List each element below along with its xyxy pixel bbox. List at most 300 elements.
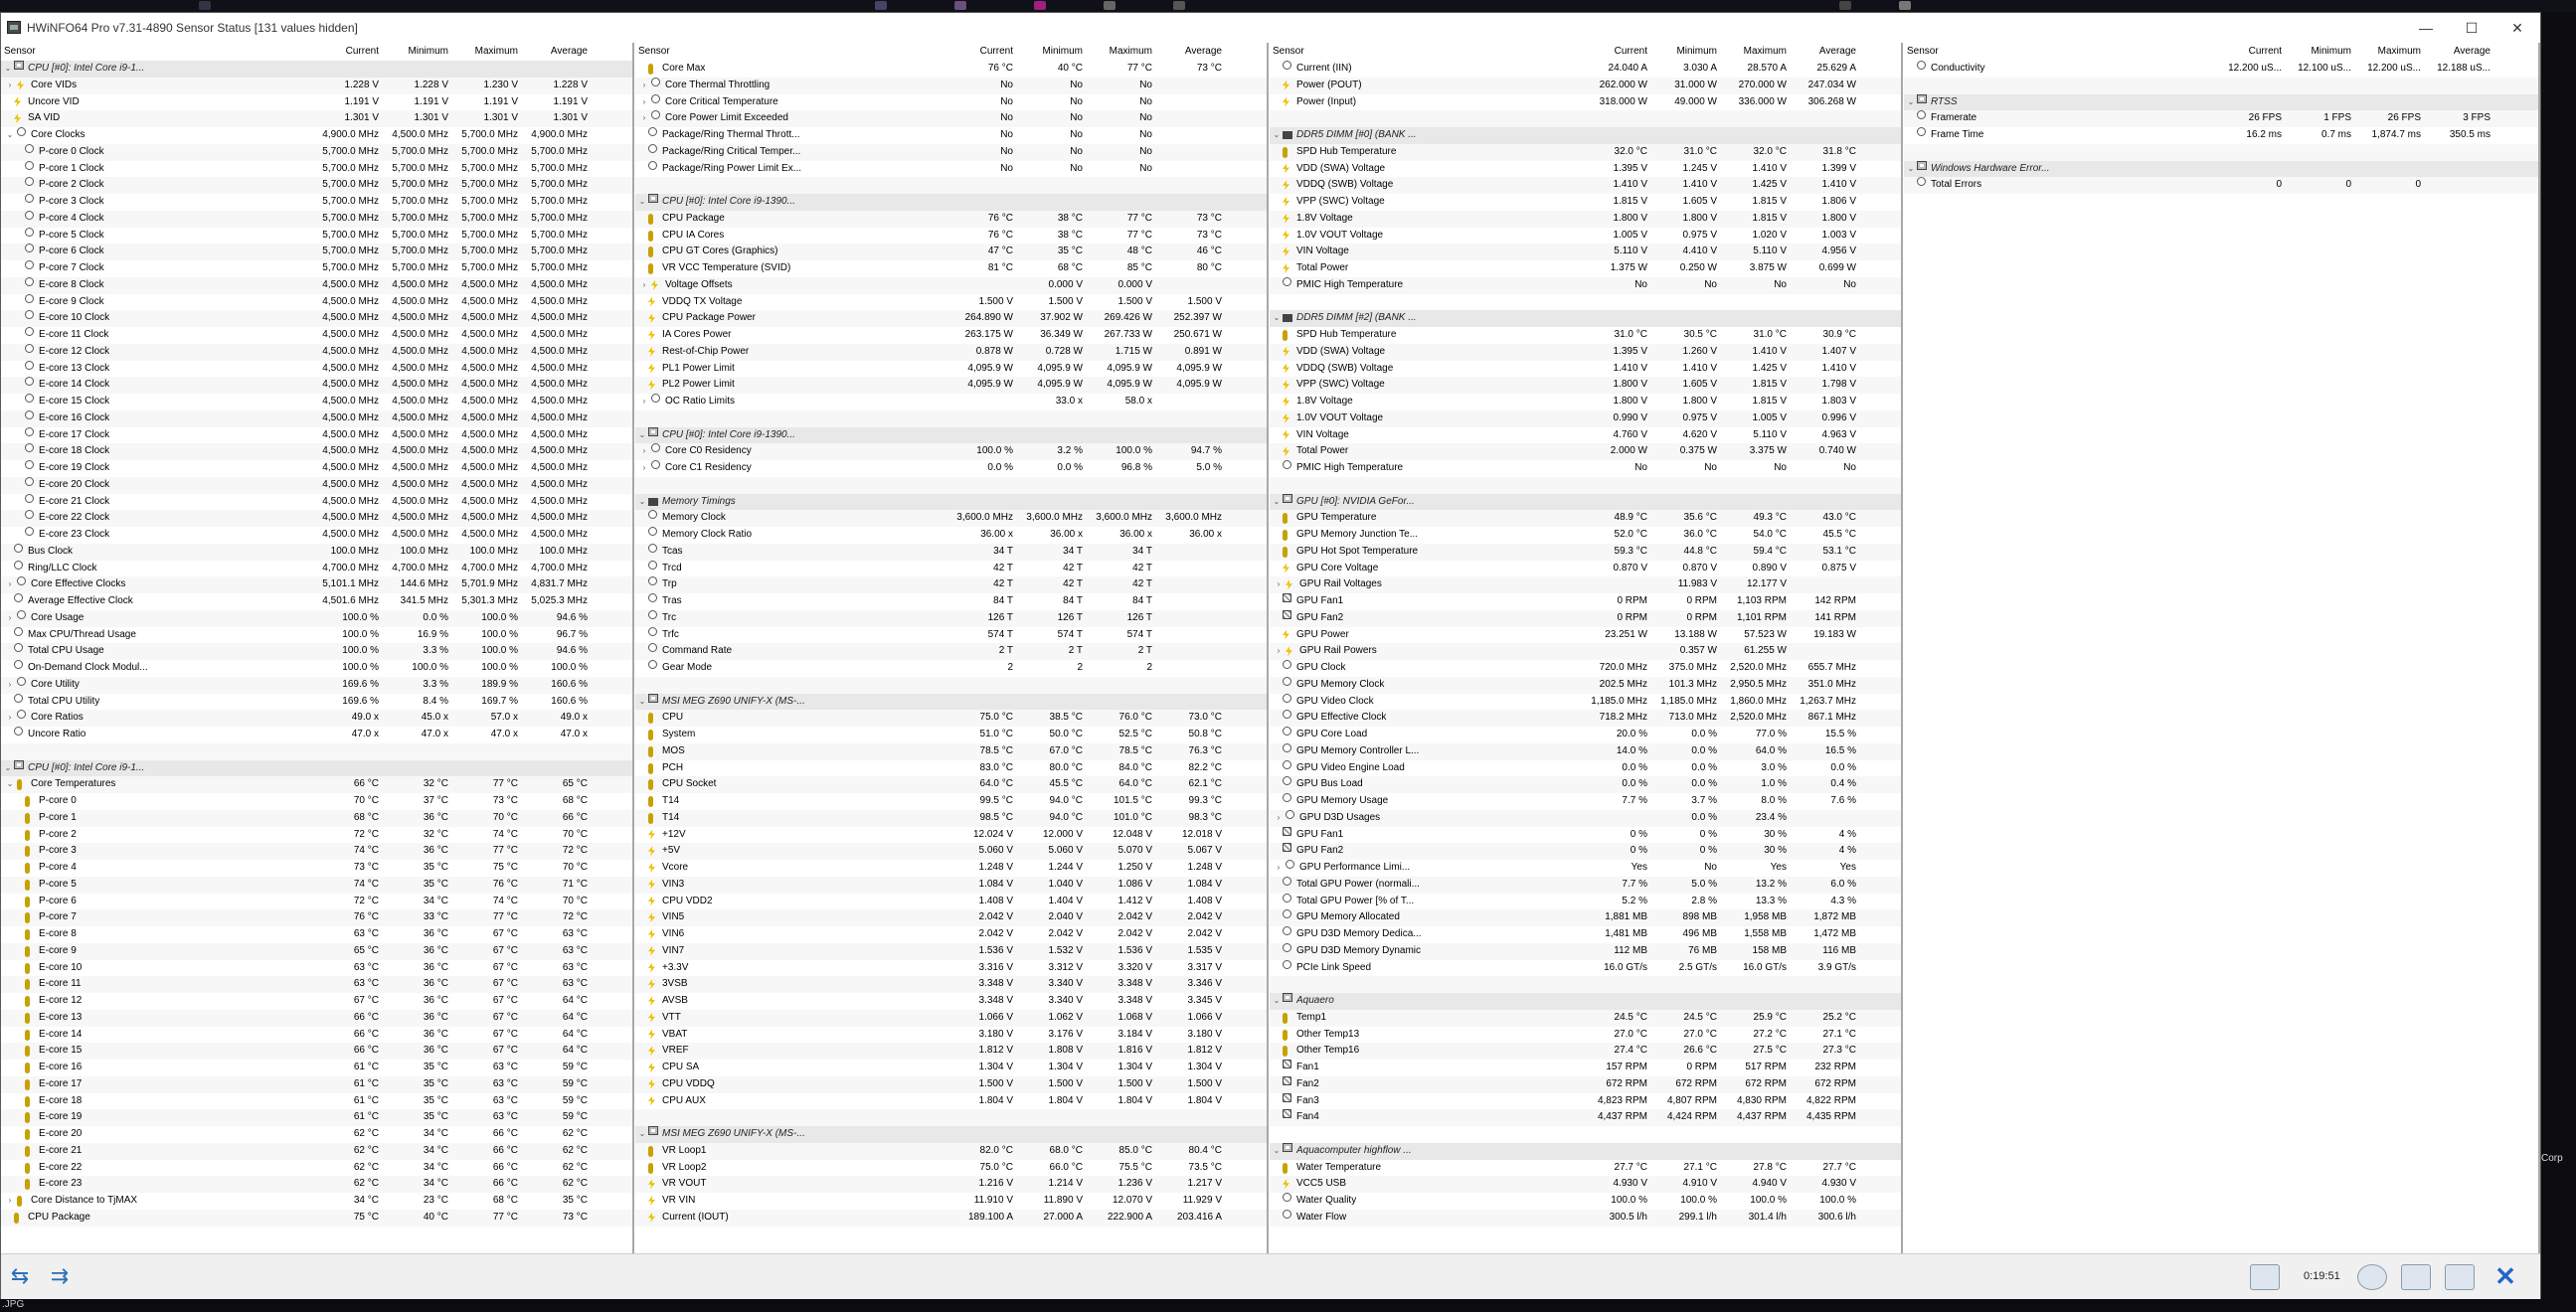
sensor-row[interactable] — [635, 860, 1267, 877]
sensor-row[interactable] — [1270, 1109, 1901, 1126]
column-header-sensor[interactable]: Sensor — [638, 46, 670, 57]
sensor-row[interactable] — [1, 394, 632, 410]
sensor-row[interactable] — [1904, 177, 2538, 194]
sensor-row[interactable] — [1, 1027, 632, 1044]
sensor-group-header[interactable] — [1904, 161, 2538, 178]
sensor-row[interactable] — [1270, 244, 1901, 260]
chevron-right-icon[interactable]: › — [642, 397, 646, 406]
sensor-group-header[interactable] — [1, 61, 632, 78]
sensor-row[interactable] — [1904, 127, 2538, 144]
sensor-row[interactable] — [1, 228, 632, 245]
sensor-row[interactable] — [1270, 860, 1901, 877]
chevron-down-icon[interactable]: ⌄ — [638, 429, 646, 439]
maximum-value: 1,101 RPM — [1736, 611, 1787, 623]
average-value: 4,700.0 MHz — [531, 562, 588, 574]
sensor-group-header[interactable] — [635, 194, 1267, 211]
chevron-right-icon[interactable]: › — [1277, 863, 1281, 872]
sensor-row[interactable] — [1, 643, 632, 660]
sensor-row[interactable] — [635, 1210, 1267, 1227]
sensor-row[interactable] — [635, 1027, 1267, 1044]
sensor-row[interactable] — [1270, 544, 1901, 561]
sensor-row[interactable] — [1270, 510, 1901, 527]
column-header-minimum[interactable]: Minimum — [1676, 46, 1717, 57]
close-sensors-icon[interactable]: ✕ — [2494, 1261, 2516, 1291]
sensor-row[interactable] — [635, 843, 1267, 860]
sensor-row[interactable] — [635, 1010, 1267, 1027]
maximum-value: 3.375 W — [1749, 445, 1787, 457]
sensor-row[interactable] — [1, 926, 632, 943]
tray-icon[interactable] — [1104, 1, 1116, 10]
arrow-left-icon[interactable]: ⇆ — [10, 1263, 30, 1288]
column-header-average[interactable]: Average — [1818, 46, 1856, 57]
sensor-name: E-core 21 — [39, 1144, 83, 1156]
average-value: 50.8 °C — [1188, 729, 1222, 739]
sensor-row[interactable] — [1270, 810, 1901, 827]
sensor-row[interactable] — [1, 177, 632, 194]
sensor-row[interactable] — [1270, 327, 1901, 344]
sensor-row[interactable] — [1270, 377, 1901, 394]
sensor-row[interactable] — [1, 110, 632, 127]
sensor-row[interactable] — [635, 327, 1267, 344]
sensor-row[interactable] — [1, 78, 632, 94]
sensor-row[interactable] — [1, 610, 632, 627]
voltage-icon — [1286, 579, 1292, 589]
sensor-row[interactable] — [635, 960, 1267, 977]
sensor-row[interactable] — [1270, 877, 1901, 894]
sensor-row[interactable] — [1, 909, 632, 926]
sensor-row[interactable] — [635, 144, 1267, 161]
report-icon[interactable] — [2401, 1264, 2431, 1290]
sensor-row[interactable] — [1, 894, 632, 910]
sensor-row[interactable] — [1270, 1043, 1901, 1060]
sensor-row[interactable] — [1270, 228, 1901, 245]
arrow-right-icon[interactable]: ⇉ — [50, 1263, 70, 1288]
sensor-row[interactable] — [635, 211, 1267, 228]
sensor-row[interactable] — [1270, 177, 1901, 194]
sensor-row[interactable] — [1270, 827, 1901, 844]
chevron-down-icon[interactable]: ⌄ — [4, 762, 12, 772]
sensor-row[interactable] — [635, 943, 1267, 960]
chevron-right-icon[interactable]: › — [1277, 646, 1281, 656]
sensor-row[interactable] — [1, 1043, 632, 1060]
sensor-row[interactable] — [1, 1093, 632, 1110]
chevron-right-icon[interactable]: › — [642, 96, 646, 106]
current-value: 2.000 W — [1610, 445, 1647, 457]
sensor-row[interactable] — [1270, 1193, 1901, 1210]
sensor-row[interactable] — [635, 527, 1267, 544]
sensor-row[interactable] — [1270, 361, 1901, 378]
maximize-button[interactable]: ☐ — [2465, 20, 2479, 36]
sensor-row[interactable] — [1, 843, 632, 860]
sensor-row[interactable] — [1, 677, 632, 694]
sensor-row[interactable] — [1270, 443, 1901, 460]
sensor-row[interactable] — [1, 710, 632, 727]
sensor-row[interactable] — [1270, 144, 1901, 161]
current-value: 7.7 % — [1622, 795, 1647, 806]
sensor-row[interactable] — [1, 793, 632, 810]
tray-icon[interactable] — [1173, 1, 1185, 10]
column-header-minimum[interactable]: Minimum — [2311, 46, 2351, 57]
close-button[interactable]: ✕ — [2511, 20, 2523, 36]
sensor-group-header[interactable] — [1270, 1143, 1901, 1160]
chevron-down-icon[interactable]: ⌄ — [1273, 130, 1281, 139]
sensor-group-header[interactable] — [1904, 94, 2538, 111]
sensor-row[interactable] — [635, 827, 1267, 844]
sensor-row[interactable] — [1, 244, 632, 260]
chevron-down-icon[interactable]: ⌄ — [638, 197, 646, 206]
sensor-row[interactable] — [1, 593, 632, 610]
sensor-group-header[interactable] — [1270, 993, 1901, 1010]
sensor-row[interactable] — [1270, 576, 1901, 593]
sensor-row[interactable] — [1, 161, 632, 178]
sensor-row[interactable] — [1, 1160, 632, 1177]
chevron-down-icon[interactable]: ⌄ — [1273, 496, 1281, 506]
chevron-down-icon[interactable]: ⌄ — [6, 779, 14, 789]
sensor-row[interactable] — [1270, 1160, 1901, 1177]
sensor-row[interactable] — [1270, 843, 1901, 860]
sensor-row[interactable] — [635, 61, 1267, 78]
sensor-row[interactable] — [1, 460, 632, 477]
sensor-row[interactable] — [1, 943, 632, 960]
sensor-row[interactable] — [1270, 643, 1901, 660]
column-header-current[interactable]: Current — [2248, 46, 2282, 57]
chevron-right-icon[interactable]: › — [1277, 812, 1281, 822]
minimum-value: 1.410 V — [1682, 179, 1717, 191]
sensor-group-header[interactable] — [635, 694, 1267, 711]
chevron-down-icon[interactable]: ⌄ — [1907, 96, 1915, 106]
chevron-down-icon[interactable]: ⌄ — [1907, 163, 1915, 173]
sensor-row[interactable] — [635, 710, 1267, 727]
sensor-row[interactable] — [635, 1160, 1267, 1177]
sensor-row[interactable] — [1270, 727, 1901, 743]
sensor-row[interactable] — [1, 1176, 632, 1193]
sensor-row[interactable] — [1, 211, 632, 228]
sensor-row[interactable] — [1, 1076, 632, 1093]
sensor-row[interactable] — [1, 344, 632, 361]
chevron-right-icon[interactable]: › — [1277, 579, 1281, 589]
sensor-group-header[interactable] — [635, 494, 1267, 511]
sensor-row[interactable] — [635, 1060, 1267, 1076]
sensor-row[interactable] — [1, 660, 632, 677]
current-value: 74 °C — [353, 845, 379, 857]
sensor-row[interactable] — [1270, 660, 1901, 677]
sensor-row[interactable] — [1, 694, 632, 711]
sensor-row[interactable] — [1270, 211, 1901, 228]
sensor-row[interactable] — [1, 427, 632, 444]
chevron-down-icon[interactable]: ⌄ — [1273, 313, 1281, 323]
power-icon — [1283, 263, 1289, 273]
sensor-row[interactable] — [1, 294, 632, 311]
chevron-right-icon[interactable]: › — [642, 113, 646, 123]
sensor-row[interactable] — [635, 294, 1267, 311]
chevron-right-icon[interactable]: › — [642, 80, 646, 89]
sensor-row[interactable] — [635, 110, 1267, 127]
sensor-row[interactable] — [1270, 427, 1901, 444]
sensor-row[interactable] — [635, 877, 1267, 894]
sensor-row[interactable] — [635, 1176, 1267, 1193]
sensor-row[interactable] — [635, 643, 1267, 660]
clock-icon[interactable] — [2357, 1264, 2387, 1290]
sensor-row[interactable] — [1270, 760, 1901, 777]
sensor-row[interactable] — [1, 1193, 632, 1210]
tray-icon[interactable] — [1839, 1, 1851, 10]
sensor-row[interactable] — [1, 960, 632, 977]
sensor-row[interactable] — [1270, 627, 1901, 644]
sensor-row[interactable] — [1, 877, 632, 894]
sensor-row[interactable] — [1270, 694, 1901, 711]
sensor-row[interactable] — [635, 593, 1267, 610]
sensor-row[interactable] — [1, 1126, 632, 1143]
sensor-row[interactable] — [1270, 943, 1901, 960]
sensor-row[interactable] — [1270, 793, 1901, 810]
sensor-row[interactable] — [1270, 344, 1901, 361]
sensor-row[interactable] — [1, 260, 632, 277]
settings-icon[interactable] — [2445, 1264, 2475, 1290]
sensor-row[interactable] — [635, 561, 1267, 577]
chevron-right-icon[interactable]: › — [8, 679, 12, 689]
sensor-row[interactable] — [635, 1076, 1267, 1093]
sensor-row[interactable] — [635, 443, 1267, 460]
sensor-row[interactable] — [1270, 1060, 1901, 1076]
sensor-row[interactable] — [635, 310, 1267, 327]
network-icon[interactable] — [2250, 1264, 2280, 1290]
sensor-row[interactable] — [635, 277, 1267, 294]
sensor-row[interactable] — [635, 394, 1267, 410]
sensor-row[interactable] — [635, 260, 1267, 277]
sensor-row[interactable] — [635, 94, 1267, 111]
sensor-row[interactable] — [635, 377, 1267, 394]
sensor-row[interactable] — [1, 361, 632, 378]
sensor-row[interactable] — [635, 544, 1267, 561]
sensor-row[interactable] — [1270, 926, 1901, 943]
sensor-row[interactable] — [1, 1010, 632, 1027]
minimum-value: 0.975 V — [1682, 229, 1717, 241]
sensor-row[interactable] — [635, 228, 1267, 245]
chevron-right-icon[interactable]: › — [8, 80, 12, 89]
sensor-row[interactable] — [1, 277, 632, 294]
sensor-row[interactable] — [635, 344, 1267, 361]
sensor-row[interactable] — [635, 610, 1267, 627]
sensor-row[interactable] — [1270, 1210, 1901, 1227]
sensor-row[interactable] — [635, 460, 1267, 477]
column-header-sensor[interactable]: Sensor — [1273, 46, 1304, 57]
chevron-down-icon[interactable]: ⌄ — [6, 130, 14, 139]
sensor-row[interactable] — [1, 860, 632, 877]
sensor-row[interactable] — [1270, 1076, 1901, 1093]
sensor-row[interactable] — [635, 161, 1267, 178]
sensor-row[interactable] — [1270, 1093, 1901, 1110]
tray-icon[interactable] — [954, 1, 966, 10]
sensor-row[interactable] — [1, 544, 632, 561]
sensor-row[interactable] — [1, 310, 632, 327]
sensor-row[interactable] — [635, 361, 1267, 378]
sensor-row[interactable] — [1, 144, 632, 161]
sensor-row[interactable] — [1270, 194, 1901, 211]
column-header-minimum[interactable]: Minimum — [408, 46, 448, 57]
sensor-row[interactable] — [1, 443, 632, 460]
sensor-row[interactable] — [1, 327, 632, 344]
column-header-sensor[interactable]: Sensor — [4, 46, 36, 57]
column-header-current[interactable]: Current — [345, 46, 379, 57]
sensor-row[interactable] — [635, 727, 1267, 743]
sensor-row[interactable] — [1, 810, 632, 827]
chevron-right-icon[interactable]: › — [8, 612, 12, 622]
sensor-group-header[interactable] — [1270, 494, 1901, 511]
sensor-row[interactable] — [635, 909, 1267, 926]
sensor-row[interactable] — [1270, 527, 1901, 544]
chevron-right-icon[interactable]: › — [8, 579, 12, 589]
column-header-average[interactable]: Average — [2453, 46, 2490, 57]
sensor-row[interactable] — [1270, 260, 1901, 277]
sensor-row[interactable] — [1270, 710, 1901, 727]
sensor-row[interactable] — [635, 1043, 1267, 1060]
column-header[interactable] — [635, 43, 1267, 59]
sensor-row[interactable] — [635, 1093, 1267, 1110]
sensor-row[interactable] — [1, 1109, 632, 1126]
title-bar[interactable] — [1, 13, 2540, 43]
sensor-row[interactable] — [1270, 410, 1901, 427]
chevron-right-icon[interactable]: › — [642, 279, 646, 289]
sensor-row[interactable] — [635, 510, 1267, 527]
sensor-row[interactable] — [1, 576, 632, 593]
sensor-row[interactable] — [1270, 78, 1901, 94]
tray-icon[interactable] — [199, 1, 211, 10]
sensor-row[interactable] — [1, 527, 632, 544]
minimize-button[interactable]: — — [2419, 20, 2433, 36]
sensor-row[interactable] — [1270, 610, 1901, 627]
minimum-value: 0 % — [1699, 828, 1717, 840]
sensor-row[interactable] — [635, 810, 1267, 827]
sensor-row[interactable] — [635, 244, 1267, 260]
sensor-row[interactable] — [1270, 61, 1901, 78]
sensor-name: E-core 13 Clock — [39, 362, 110, 374]
sensor-row[interactable] — [1270, 1010, 1901, 1027]
column-header[interactable] — [1270, 43, 1901, 59]
sensor-row[interactable] — [635, 1193, 1267, 1210]
sensor-row[interactable] — [635, 993, 1267, 1010]
sensor-row[interactable] — [1270, 776, 1901, 793]
sensor-row[interactable] — [635, 576, 1267, 593]
sensor-row[interactable] — [1, 194, 632, 211]
sensor-row[interactable] — [1, 561, 632, 577]
sensor-row[interactable] — [1, 494, 632, 511]
sensor-row[interactable] — [635, 926, 1267, 943]
sensor-row[interactable] — [1270, 1027, 1901, 1044]
sensor-row[interactable] — [1270, 743, 1901, 760]
sensor-row[interactable] — [1270, 394, 1901, 410]
chevron-down-icon[interactable]: ⌄ — [638, 696, 646, 706]
sensor-row[interactable] — [635, 760, 1267, 777]
chevron-down-icon[interactable]: ⌄ — [1273, 996, 1281, 1005]
sensor-row[interactable] — [1, 510, 632, 527]
sensor-group-header[interactable] — [1270, 310, 1901, 327]
sensor-row[interactable] — [635, 976, 1267, 993]
column-header-maximum[interactable]: Maximum — [474, 46, 518, 57]
sensor-row[interactable] — [1, 827, 632, 844]
sensor-row[interactable] — [1270, 909, 1901, 926]
tray-icon[interactable] — [1899, 1, 1911, 10]
chevron-right-icon[interactable]: › — [8, 713, 12, 723]
sensor-row[interactable] — [635, 78, 1267, 94]
chevron-right-icon[interactable]: › — [642, 463, 646, 472]
chevron-down-icon[interactable]: ⌄ — [4, 64, 12, 73]
sensor-row[interactable] — [1270, 593, 1901, 610]
sensor-row[interactable] — [1270, 161, 1901, 178]
column-header[interactable] — [1, 43, 632, 59]
maximum-value: 1,874.7 ms — [2371, 129, 2421, 140]
column-header-current[interactable]: Current — [1614, 46, 1647, 57]
sensor-row[interactable] — [1904, 110, 2538, 127]
sensor-row[interactable] — [1270, 94, 1901, 111]
sensor-row[interactable] — [1270, 894, 1901, 910]
sensor-row[interactable] — [1270, 460, 1901, 477]
sensor-row[interactable] — [1, 627, 632, 644]
column-header-minimum[interactable]: Minimum — [1042, 46, 1083, 57]
sensor-row[interactable] — [1, 993, 632, 1010]
sensor-row[interactable] — [1, 976, 632, 993]
column-header-current[interactable]: Current — [979, 46, 1013, 57]
sensor-row[interactable] — [1270, 960, 1901, 977]
chevron-right-icon[interactable]: › — [642, 446, 646, 456]
chevron-down-icon[interactable]: ⌄ — [638, 1129, 646, 1138]
maximum-value: 1.815 V — [1752, 212, 1787, 224]
sensor-row[interactable] — [1270, 561, 1901, 577]
sensor-row[interactable] — [635, 127, 1267, 144]
sensor-row[interactable] — [1904, 61, 2538, 78]
column-header-maximum[interactable]: Maximum — [2377, 46, 2421, 57]
sensor-group-header[interactable] — [635, 1126, 1267, 1143]
average-value: 1.304 V — [1187, 1062, 1222, 1072]
column-header-maximum[interactable]: Maximum — [1109, 46, 1152, 57]
sensor-row[interactable] — [635, 660, 1267, 677]
sensor-row[interactable] — [1, 1143, 632, 1160]
sensor-row[interactable] — [635, 743, 1267, 760]
minimum-value: 27.000 A — [1043, 1211, 1083, 1223]
column-header-average[interactable]: Average — [550, 46, 588, 57]
sensor-row[interactable] — [1, 776, 632, 793]
sensor-row[interactable] — [1, 1210, 632, 1227]
sensor-row[interactable] — [1, 477, 632, 494]
chevron-down-icon[interactable]: ⌄ — [638, 496, 646, 506]
chevron-down-icon[interactable]: ⌄ — [1273, 1145, 1281, 1155]
sensor-group-header[interactable] — [635, 427, 1267, 444]
column-header-maximum[interactable]: Maximum — [1743, 46, 1787, 57]
sensor-row[interactable] — [1270, 277, 1901, 294]
tray-icon[interactable] — [875, 1, 887, 10]
sensor-row[interactable] — [1, 1060, 632, 1076]
sensor-name: VDD (SWA) Voltage — [1296, 345, 1386, 357]
sensor-row[interactable] — [635, 793, 1267, 810]
sensor-row[interactable] — [1, 727, 632, 743]
tray-icon[interactable] — [1034, 1, 1046, 10]
sensor-row[interactable] — [1270, 677, 1901, 694]
sensor-row[interactable] — [635, 627, 1267, 644]
sensor-row[interactable] — [1, 377, 632, 394]
column-header-average[interactable]: Average — [1184, 46, 1222, 57]
sensor-row[interactable] — [1, 94, 632, 111]
sensor-row[interactable] — [1, 127, 632, 144]
sensor-row[interactable] — [635, 776, 1267, 793]
sensor-group-header[interactable] — [1270, 127, 1901, 144]
sensor-row[interactable] — [635, 894, 1267, 910]
sensor-row[interactable] — [1270, 1176, 1901, 1193]
sensor-row[interactable] — [1, 410, 632, 427]
sensor-group-header[interactable] — [1, 760, 632, 777]
column-header-sensor[interactable]: Sensor — [1907, 46, 1939, 57]
column-header[interactable] — [1904, 43, 2538, 59]
chevron-right-icon[interactable]: › — [8, 1196, 12, 1205]
sensor-row[interactable] — [635, 1143, 1267, 1160]
